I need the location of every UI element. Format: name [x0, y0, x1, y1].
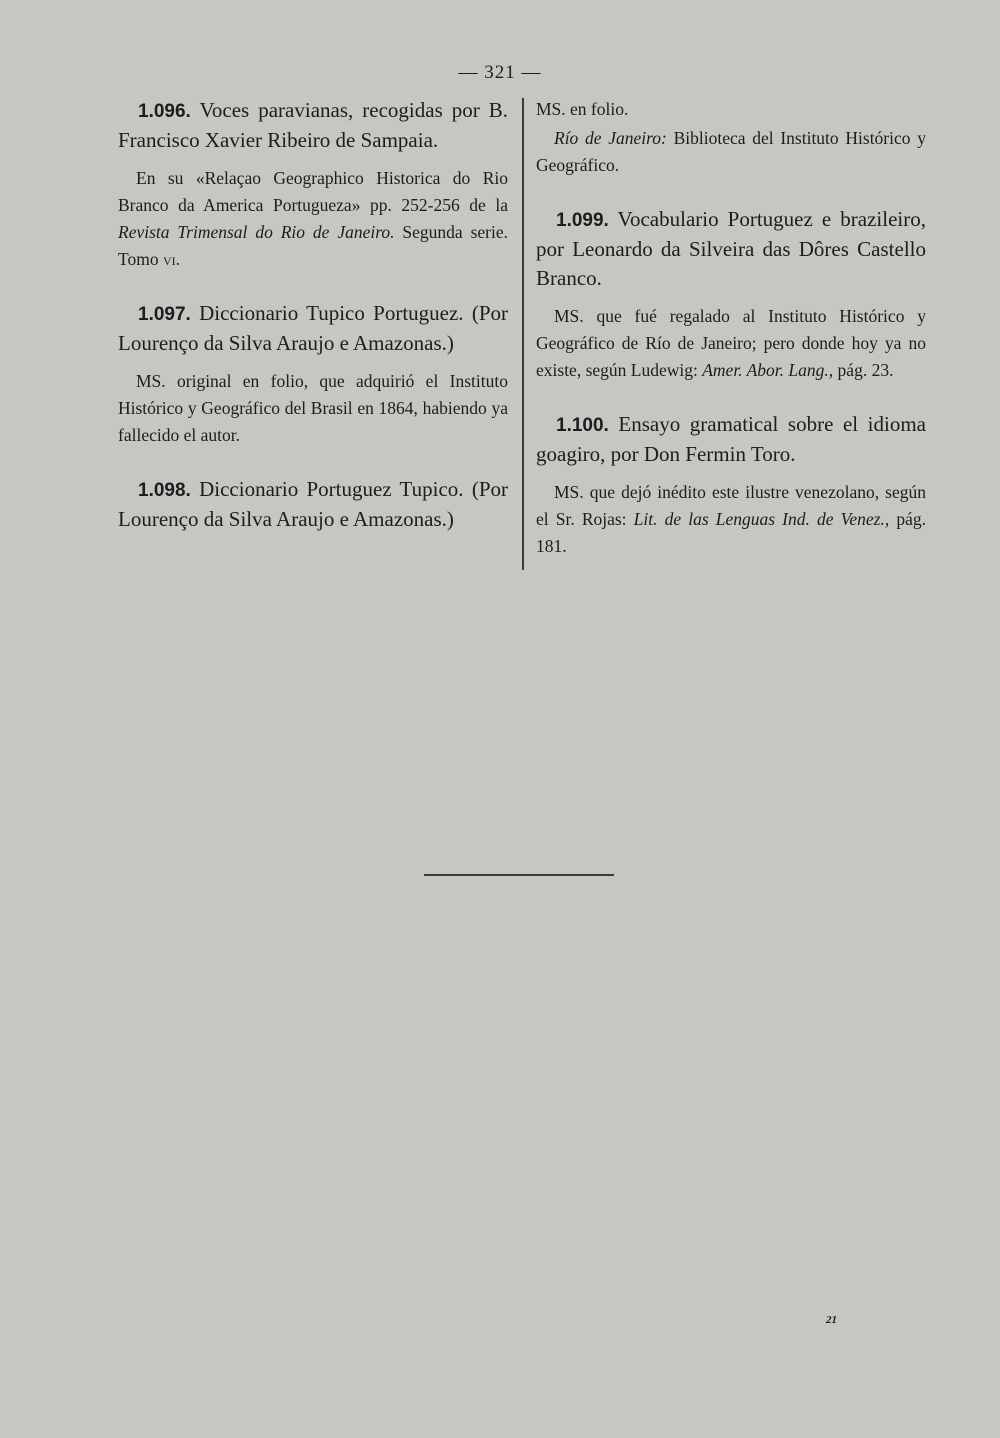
note-text: MS. que fué regalado al Instituto Histórico y Geográfico de Río de Janeiro; pero donde hoy ya no existe, según Ludewig: — [536, 306, 926, 380]
section-end-rule — [424, 874, 614, 876]
entry-heading — [118, 299, 508, 358]
entry-note: MS. original en folio, que adquirió el Instituto Histórico y Geográfico del Brasil en 1864, habiendo ya fallecido el autor. — [118, 371, 508, 445]
entry-title: Voces paravianas, recogidas por B. Francisco Xavier Ribeiro de Sampaia. — [118, 98, 508, 152]
entry-note — [118, 165, 508, 273]
entry-1097 — [118, 299, 508, 449]
page-number: — 321 — — [458, 62, 542, 83]
column-divider — [522, 98, 524, 570]
entry-note — [536, 479, 926, 560]
signature-mark: 21 — [826, 1314, 837, 1326]
entry-heading — [536, 205, 926, 293]
entry-1096 — [118, 96, 508, 273]
location-text: Biblioteca del Instituto Histórico y Geográfico. — [536, 128, 926, 175]
right-column — [536, 96, 926, 560]
entry-number: 1.099. — [556, 210, 609, 231]
note-italic: Amer. Abor. Lang., — [702, 360, 834, 380]
entry-note — [536, 303, 926, 384]
entry-1100 — [536, 410, 926, 560]
entry-title: Vocabulario Portuguez e brazileiro, por Leonardo da Silveira das Dôres Castello Branco. — [536, 207, 926, 290]
note-text: pág. 23. — [833, 360, 894, 380]
continuation-note: MS. en folio. — [536, 99, 629, 119]
location-italic: Río de Janeiro: — [554, 128, 667, 148]
entry-1099 — [536, 205, 926, 384]
note-italic: Lit. de las Lenguas Ind. de Venez., — [633, 509, 890, 529]
entry-number: 1.097. — [138, 304, 191, 325]
entry-heading — [118, 475, 508, 534]
location-note — [536, 125, 926, 179]
entry-heading — [118, 96, 508, 155]
note-text: MS. que dejó inédito este ilustre venezolano, según el Sr. Rojas: — [536, 482, 926, 529]
entry-number: 1.098. — [138, 480, 191, 501]
entry-title: Diccionario Portuguez Tupico. (Por Lourenço da Silva Araujo e Amazonas.) — [118, 477, 508, 531]
entry-number: 1.096. — [138, 101, 191, 122]
entry-title: Diccionario Tupico Portuguez. (Por Lourenço da Silva Araujo e Amazonas.) — [118, 301, 508, 355]
entry-heading — [536, 410, 926, 469]
entry-title: Ensayo gramatical sobre el idioma goagiro, por Don Fermin Toro. — [536, 412, 926, 466]
entry-number: 1.100. — [556, 415, 609, 436]
note-italic: Revista Trimensal do Rio de Janeiro. — [118, 222, 395, 242]
note-text: Segunda serie. Tomo — [118, 222, 508, 269]
entry-1098-continued — [536, 96, 926, 179]
left-column — [118, 96, 508, 534]
note-smallcaps: vi. — [162, 249, 181, 269]
entry-1098 — [118, 475, 508, 534]
note-text: En su «Relaçao Geographico Historica do Rio Branco da America Portugueza» pp. 252-256 de la — [118, 168, 508, 215]
note-text: pág. 181. — [536, 509, 926, 556]
